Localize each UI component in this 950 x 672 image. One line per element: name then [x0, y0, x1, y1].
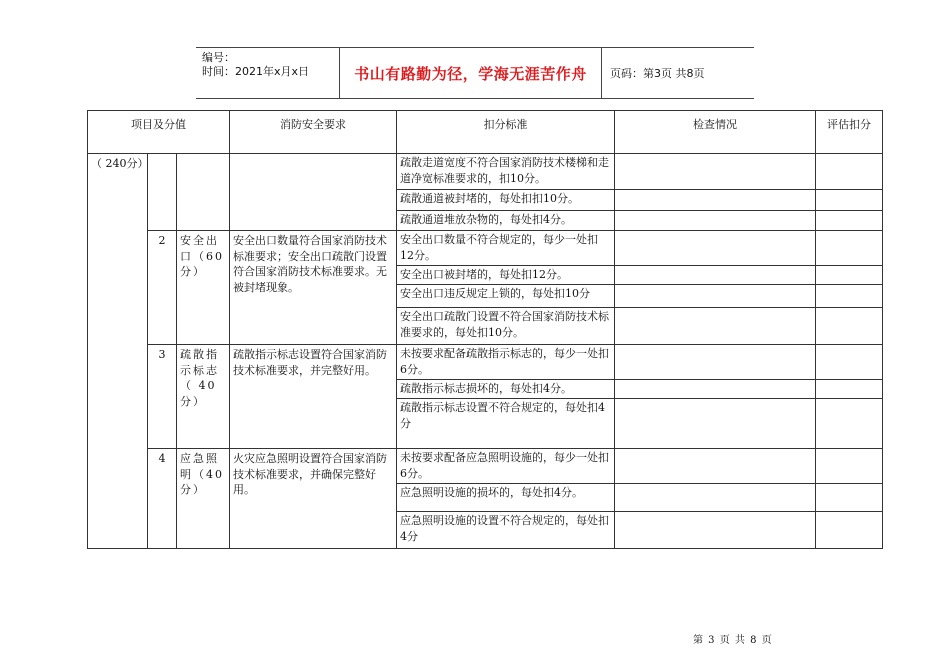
inspection-cell[interactable]: [615, 512, 816, 549]
header-meta: [202, 51, 309, 79]
inspection-cell[interactable]: [615, 211, 816, 231]
inspection-cell[interactable]: [615, 308, 816, 345]
deduction-standard: 未按要求配备应急照明设施的，每少一处扣6分。: [397, 449, 615, 484]
header-item-score: 项目及分值: [88, 111, 230, 154]
deduction-standard: 安全出口违反规定上锁的，每处扣10分: [397, 285, 615, 308]
deduction-cell[interactable]: [816, 308, 883, 345]
inspection-cell[interactable]: [615, 231, 816, 266]
deduction-standard: 疏散走道宽度不符合国家消防技术楼梯和走道净宽标准要求的，扣10分。: [397, 154, 615, 190]
header-requirement: 消防安全要求: [230, 111, 397, 154]
table-row: [88, 231, 883, 266]
inspection-table: [87, 110, 883, 549]
deduction-standard: 应急照明设施的损坏的，每处扣4分。: [397, 484, 615, 512]
header-deduction-standard: 扣分标准: [397, 111, 615, 154]
section-score: （ 240分）: [88, 154, 148, 549]
page-header: [196, 47, 754, 99]
deduction-cell[interactable]: [816, 484, 883, 512]
item-number: 2: [148, 231, 177, 345]
item-number: 3: [148, 345, 177, 449]
table-row: [88, 154, 883, 190]
inspection-cell[interactable]: [615, 266, 816, 285]
time-label: 时间：2021年x月x日: [202, 65, 310, 78]
page-footer: 第 3 页 共 8 页: [693, 635, 773, 646]
empty-cell: [148, 154, 177, 231]
deduction-standard: 未按要求配备疏散指示标志的，每少一处扣6分。: [397, 345, 615, 380]
item-name: 安全出口（60分）: [177, 231, 230, 345]
deduction-standard: 疏散指示标志损坏的，每处扣4分。: [397, 380, 615, 399]
inspection-cell[interactable]: [615, 285, 816, 308]
deduction-cell[interactable]: [816, 512, 883, 549]
item-name: 应急照明（40分）: [177, 449, 230, 549]
empty-cell: [230, 154, 397, 231]
item-number: 4: [148, 449, 177, 549]
header-divider: [601, 48, 602, 98]
table-row: [88, 449, 883, 484]
inspection-cell[interactable]: [615, 399, 816, 449]
table-header-row: [88, 111, 883, 154]
header-inspection-status: 检查情况: [615, 111, 816, 154]
deduction-cell[interactable]: [816, 266, 883, 285]
item-requirement: 疏散指示标志设置符合国家消防技术标准要求，并完整好用。: [230, 345, 397, 449]
deduction-standard: 疏散通道被封堵的，每处扣扣10分。: [397, 190, 615, 211]
inspection-cell[interactable]: [615, 345, 816, 380]
deduction-standard: 疏散通道堆放杂物的，每处扣4分。: [397, 211, 615, 231]
deduction-standard: 安全出口被封堵的，每处扣12分。: [397, 266, 615, 285]
inspection-cell[interactable]: [615, 484, 816, 512]
deduction-cell[interactable]: [816, 190, 883, 211]
deduction-standard: 疏散指示标志设置不符合规定的，每处扣4分: [397, 399, 615, 449]
deduction-standard: 应急照明设施的设置不符合规定的，每处扣4分: [397, 512, 615, 549]
deduction-cell[interactable]: [816, 399, 883, 449]
inspection-cell[interactable]: [615, 449, 816, 484]
inspection-cell[interactable]: [615, 190, 816, 211]
deduction-cell[interactable]: [816, 449, 883, 484]
deduction-standard: 安全出口数量不符合规定的，每少一处扣12分。: [397, 231, 615, 266]
deduction-cell[interactable]: [816, 345, 883, 380]
header-score-deduction: 评估扣分: [816, 111, 883, 154]
item-requirement: 火灾应急照明设置符合国家消防技术标准要求，并确保完整好用。: [230, 449, 397, 549]
inspection-cell[interactable]: [615, 380, 816, 399]
deduction-cell[interactable]: [816, 211, 883, 231]
deduction-cell[interactable]: [816, 285, 883, 308]
header-motto: 书山有路勤为径，学海无涯苦作舟: [354, 65, 587, 83]
item-name: 疏散指示标志（ 40分）: [177, 345, 230, 449]
number-label: 编号：: [202, 51, 235, 64]
inspection-cell[interactable]: [615, 154, 816, 190]
deduction-standard: 安全出口疏散门设置不符合国家消防技术标准要求的，每处扣10分。: [397, 308, 615, 345]
deduction-cell[interactable]: [816, 154, 883, 190]
empty-cell: [177, 154, 230, 231]
deduction-cell[interactable]: [816, 231, 883, 266]
item-requirement: 安全出口数量符合国家消防技术标准要求；安全出口疏散门设置符合国家消防技术标准要求。无被封堵现象。: [230, 231, 397, 345]
deduction-cell[interactable]: [816, 380, 883, 399]
table-row: [88, 345, 883, 380]
header-page-label: 页码：第3页 共8页: [610, 67, 705, 80]
